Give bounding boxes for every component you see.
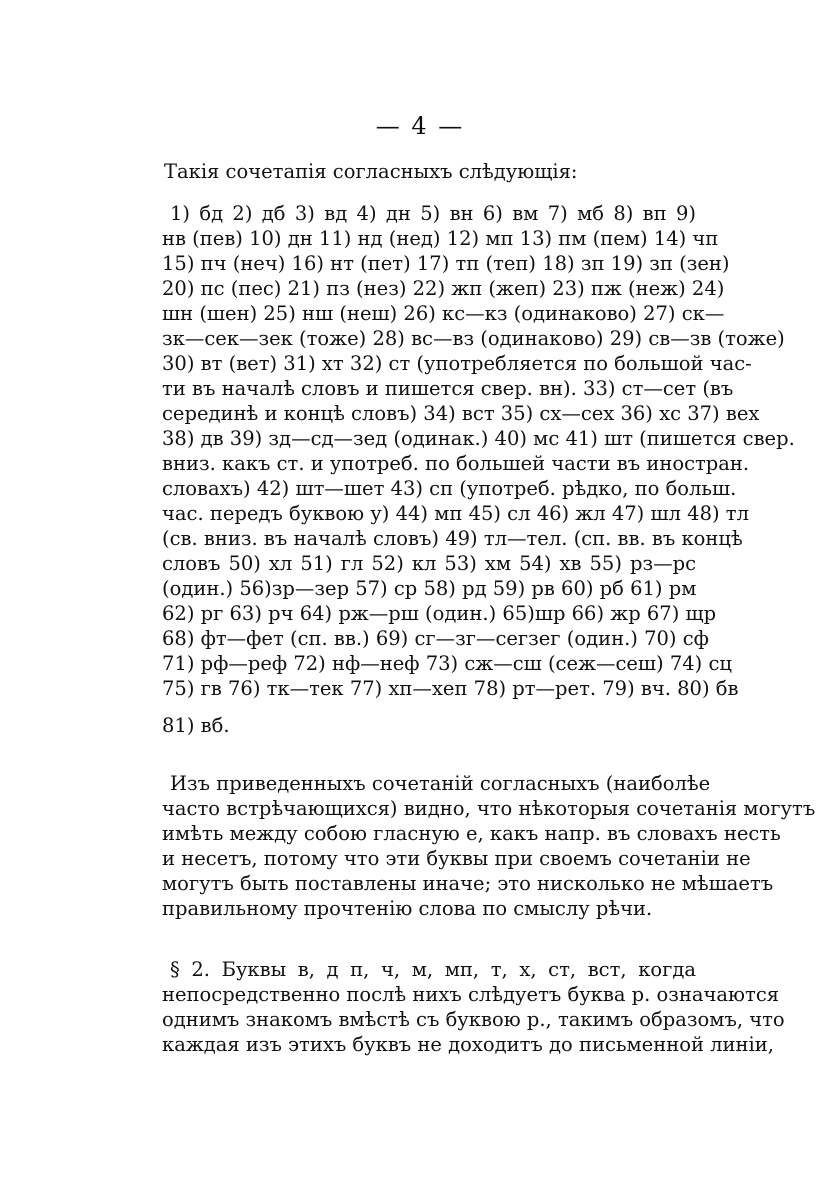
paragraph-line-last: правильному прочтенію слова по смыслу рѣчи. <box>162 897 653 920</box>
list-line: шн (шен) 25) нш (нeш) 26) кс—кз (одинаково) 27) ск— <box>162 302 725 325</box>
section-line: каждая изъ этихъ буквъ не доходитъ до письменной линіи, <box>162 1033 774 1056</box>
list-line: 62) рг 63) рч 64) рж—рш (один.) 65)шр 66) жр 67) щр <box>162 602 717 625</box>
list-line: серединѣ и концѣ словъ) 34) вст 35) сх—сех 36) хс 37) вех <box>162 402 760 425</box>
section-line: однимъ знакомъ вмѣстѣ съ буквою р., такимъ образомъ, что <box>162 1008 785 1031</box>
list-line: 38) дв 39) зд—сд—зед (одинак.) 40) мс 41) шт (пишется свер. <box>162 427 795 450</box>
page-number: — 4 — <box>375 112 465 140</box>
list-line: (св. вниз. въ началѣ словъ) 49) тл—тел. (сп. вв. въ концѣ <box>162 527 743 550</box>
list-line: 15) пч (неч) 16) нт (пет) 17) тп (теп) 18) зп 19) зп (зен) <box>162 252 730 275</box>
paragraph-line: часто встрѣчающихся) видно, что нѣкоторыя сочетанія могутъ <box>162 797 816 820</box>
list-line: (один.) 56)зр—зер 57) ср 58) рд 59) рв 60) рб 61) рм <box>162 577 697 600</box>
list-line-last: 81) вб. <box>162 714 230 737</box>
paragraph-line: имѣть между собою гласную е, какъ напр. въ словахъ несть <box>162 822 781 845</box>
list-line: час. передъ буквою у) 44) мп 45) сл 46) жл 47) шл 48) тл <box>162 502 749 525</box>
section-line: непосредственно послѣ нихъ слѣдуетъ буква р. означаются <box>162 983 780 1006</box>
list-line: нв (пев) 10) дн 11) нд (нед) 12) мп 13) пм (пем) 14) чп <box>162 227 719 250</box>
list-line: 30) вт (вет) 31) хт 32) ст (употребляется по большой час- <box>162 352 752 375</box>
paragraph-line: и несетъ, потому что эти буквы при своемъ сочетаніи не <box>162 847 751 870</box>
list-line: вниз. какъ ст. и употреб. по большей части въ иностран. <box>162 452 750 475</box>
list-line: ти въ началѣ словъ и пишется свер. вн). 33) ст—сет (въ <box>162 377 734 400</box>
list-line: словахъ) 42) шт—шет 43) сп (употреб. рѣдко, по больш. <box>162 477 737 500</box>
paragraph-line: Изъ приведенныхъ сочетаній согласныхъ (наиболѣе <box>170 772 711 795</box>
paragraph-line: могутъ быть поставлены иначе; это нисколько не мѣшаетъ <box>162 872 774 895</box>
list-line: 75) гв 76) тк—тек 77) хп—хеп 78) рт—рет. 79) вч. 80) бв <box>162 677 739 700</box>
list-line: словъ 50) хл 51) гл 52) кл 53) хм 54) хв 55) рз—рс <box>162 552 696 575</box>
list-line: 71) рф—реф 72) нф—неф 73) сж—сш (сеж—сеш) 74) сц <box>162 652 732 675</box>
list-line: 1) бд 2) дб 3) вд 4) дн 5) вн 6) вм 7) мб 8) вп 9) <box>170 202 696 225</box>
list-line: 20) пс (пес) 21) пз (нез) 22) жп (жеп) 23) пж (неж) 24) <box>162 277 725 300</box>
list-line: 68) фт—фет (сп. вв.) 69) сг—зг—сегзег (один.) 70) сф <box>162 627 709 650</box>
section-line: § 2. Буквы в, д п, ч, м, мп, т, х, ст, вст, когда <box>170 958 696 981</box>
list-line: зк—сек—зек (тоже) 28) вс—вз (одинаково) 29) св—зв (тоже) <box>162 327 785 350</box>
intro-line: Такія сочетапія согласныхъ слѣдующія: <box>164 160 578 183</box>
